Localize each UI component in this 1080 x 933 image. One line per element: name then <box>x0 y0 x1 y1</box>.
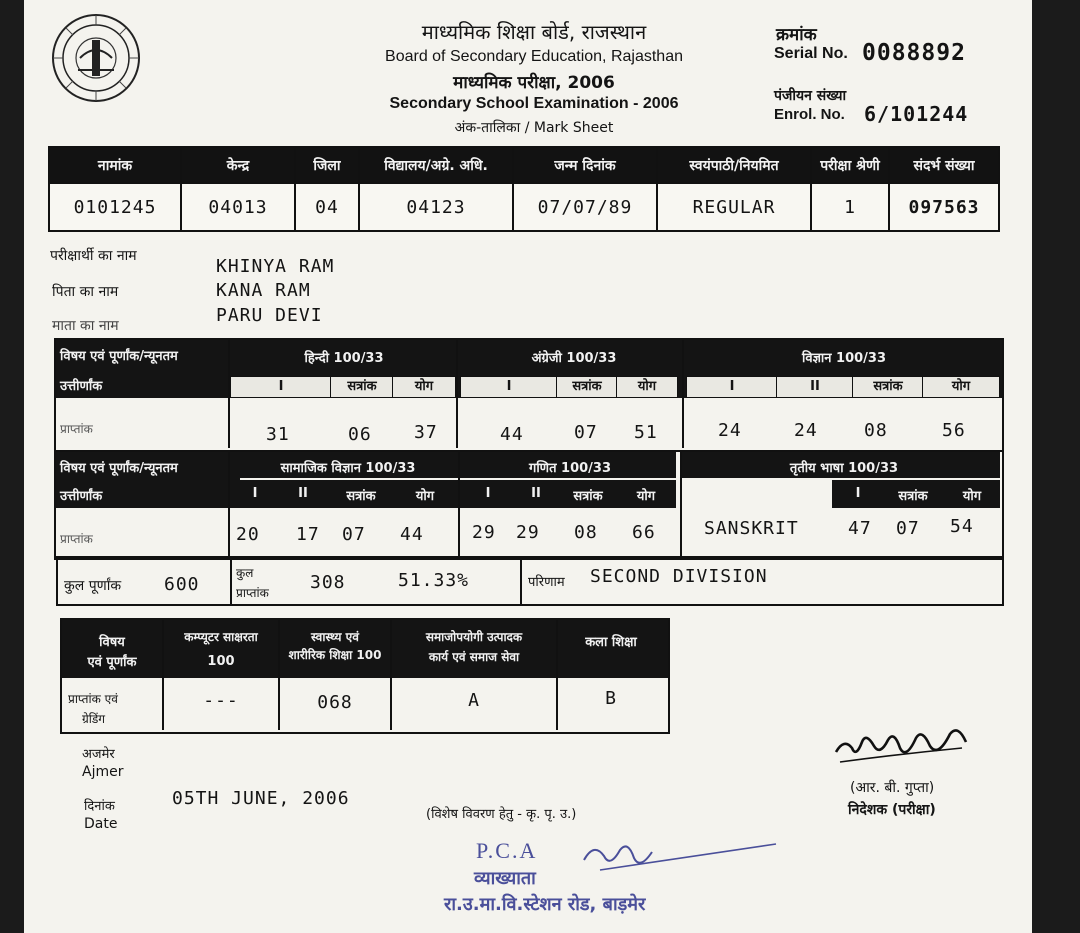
maths-sessional: 08 <box>574 522 598 543</box>
dob-value: 07/07/89 <box>513 183 657 231</box>
science-total: 56 <box>942 420 966 441</box>
science-mark-2: 24 <box>794 420 818 441</box>
sheet-title: अंक-तालिका / Mark Sheet <box>454 120 614 136</box>
marks1-obtained-label: प्राप्तांक <box>60 422 93 436</box>
science-mark-1: 24 <box>718 420 742 441</box>
grades-row-label-2: ग्रेडिंग <box>82 712 106 726</box>
third-col-3: योग <box>962 489 982 504</box>
mother-name: PARU DEVI <box>216 305 323 326</box>
social-col-3: सत्रांक <box>346 489 376 504</box>
third-total: 54 <box>950 516 974 537</box>
board-name-english: Board of Secondary Education, Rajasthan <box>385 48 683 65</box>
result-label: परिणाम <box>528 575 565 590</box>
total-obtained-label-2: प्राप्तांक <box>236 586 269 600</box>
enrol-label: Enrol. No. <box>774 106 845 123</box>
stamp-signature-icon <box>580 836 780 876</box>
maths-mark-2: 29 <box>516 522 540 543</box>
social-mark-2: 17 <box>296 524 320 545</box>
science-col-3: सत्रांक <box>873 379 903 394</box>
third-language-title: तृतीय भाषा 100/33 <box>789 461 899 476</box>
science-col-1: I <box>729 379 735 394</box>
header-roll-no: नामांक <box>49 147 181 183</box>
mother-name-label: माता का नाम <box>52 318 119 334</box>
header-district: जिला <box>295 147 359 183</box>
maths-col-1: I <box>485 486 491 501</box>
result-value: SECOND DIVISION <box>590 566 768 587</box>
art-grade: B <box>605 688 617 709</box>
reference-no-value: 097563 <box>889 183 999 231</box>
exam-name-hindi: माध्यमिक परीक्षा, 2006 <box>453 73 615 93</box>
sups-grade: A <box>468 690 480 711</box>
father-name-label: पिता का नाम <box>52 284 119 300</box>
english-total: 51 <box>634 422 658 443</box>
percentage-value: 51.33% <box>398 570 470 591</box>
third-col-2: सत्रांक <box>898 489 928 504</box>
stamp-designation: व्याख्याता <box>474 868 536 889</box>
exam-name-english: Secondary School Examination - 2006 <box>389 95 679 112</box>
date-label-hindi: दिनांक <box>84 799 115 814</box>
english-sessional: 07 <box>574 422 598 443</box>
header-reference-no: संदर्भ संख्या <box>889 147 999 183</box>
total-obtained-label-1: कुल <box>236 566 254 580</box>
social-mark-1: 20 <box>236 524 260 545</box>
hindi-title: हिन्दी 100/33 <box>304 351 384 366</box>
stamp-school: रा.उ.मा.वि.स्टेशन रोड, बाड़मेर <box>444 894 646 915</box>
centre-value: 04013 <box>181 183 295 231</box>
serial-number: 0088892 <box>862 40 966 66</box>
science-col-2: II <box>810 379 820 394</box>
grade-col-health-2: शारीरिक शिक्षा 100 <box>288 648 382 662</box>
hindi-col-3: योग <box>414 379 434 394</box>
candidate-info-table <box>48 146 1000 232</box>
marks1-subject-label: विषय एवं पूर्णांक/न्यूनतम <box>60 349 178 364</box>
serial-label-hindi: क्रमांक <box>776 25 817 45</box>
hindi-mark-1: 31 <box>266 424 290 445</box>
enrol-number: 6/101244 <box>864 102 969 126</box>
maths-col-4: योग <box>636 489 656 504</box>
father-name: KANA RAM <box>216 280 311 301</box>
english-col-2: सत्रांक <box>572 379 602 394</box>
hindi-sessional: 06 <box>348 424 372 445</box>
third-mark-1: 47 <box>848 518 872 539</box>
third-language-subject: SANSKRIT <box>704 518 799 539</box>
science-sessional: 08 <box>864 420 888 441</box>
maths-col-3: सत्रांक <box>573 489 603 504</box>
maths-col-2: II <box>531 486 541 501</box>
third-col-1: I <box>855 486 861 501</box>
grades-corner-2: एवं पूर्णांक <box>87 655 137 670</box>
note-text: (विशेष विवरण हेतु - कृ. पृ. उ.) <box>426 807 577 822</box>
grades-corner-1: विषय <box>99 635 125 650</box>
exam-category-value: 1 <box>811 183 889 231</box>
board-emblem-icon <box>50 12 142 104</box>
computer-grade: --- <box>203 690 239 711</box>
header-school: विद्यालय/अग्रे. अधि. <box>359 147 513 183</box>
social-col-1: I <box>252 486 258 501</box>
school-value: 04123 <box>359 183 513 231</box>
stamp-initials: P.C.A <box>476 838 538 863</box>
maths-total: 66 <box>632 522 656 543</box>
candidate-name: KHINYA RAM <box>216 256 335 277</box>
date-label: Date <box>84 816 118 832</box>
director-name: (आर. बी. गुप्ता) <box>850 780 935 796</box>
social-title: सामाजिक विज्ञान 100/33 <box>280 461 416 476</box>
director-title: निदेशक (परीक्षा) <box>848 802 936 818</box>
header-student-type: स्वयंपाठी/नियमित <box>657 147 811 183</box>
english-title: अंग्रेजी 100/33 <box>531 351 617 366</box>
science-col-4: योग <box>951 379 971 394</box>
hindi-col-2: सत्रांक <box>347 379 377 394</box>
third-sessional: 07 <box>896 518 920 539</box>
marks2-obtained-label: प्राप्तांक <box>60 532 93 546</box>
social-col-2: II <box>298 486 308 501</box>
marks2-subject-label: विषय एवं पूर्णांक/न्यूनतम <box>60 461 178 476</box>
max-marks-label: कुल पूर्णांक <box>64 578 122 594</box>
enrol-label-hindi: पंजीयन संख्या <box>774 88 847 104</box>
grades-row-label-1: प्राप्तांक एवं <box>68 692 118 706</box>
max-marks-value: 600 <box>164 574 200 595</box>
grade-col-sups-2: कार्य एवं समाज सेवा <box>428 650 520 664</box>
grade-col-sups-1: समाजोपयोगी उत्पादक <box>425 630 523 644</box>
director-signature-icon <box>830 718 972 774</box>
grade-col-health-1: स्वास्थ्य एवं <box>311 630 359 644</box>
student-type-value: REGULAR <box>657 183 811 231</box>
maths-title: गणित 100/33 <box>529 461 611 476</box>
health-grade: 068 <box>317 692 353 713</box>
marks2-pass-label: उत्तीर्णांक <box>60 489 103 504</box>
total-obtained-value: 308 <box>310 572 346 593</box>
social-sessional: 07 <box>342 524 366 545</box>
issue-date: 05TH JUNE, 2006 <box>172 788 350 809</box>
hindi-total: 37 <box>414 422 438 443</box>
hindi-col-1: I <box>278 379 284 394</box>
english-col-3: योग <box>637 379 657 394</box>
place-hindi: अजमेर <box>82 747 115 762</box>
grade-col-art: कला शिक्षा <box>585 635 637 650</box>
grade-col-computer-1: कम्प्यूटर साक्षरता <box>184 630 258 644</box>
english-col-1: I <box>506 379 512 394</box>
maths-mark-1: 29 <box>472 522 496 543</box>
mark-sheet <box>24 0 1032 933</box>
roll-no-value: 0101245 <box>49 183 181 231</box>
board-name-hindi: माध्यमिक शिक्षा बोर्ड, राजस्थान <box>421 20 647 44</box>
serial-label: Serial No. <box>774 45 848 62</box>
marks1-pass-label: उत्तीर्णांक <box>60 379 103 394</box>
candidate-name-label: परीक्षार्थी का नाम <box>50 248 137 264</box>
science-title: विज्ञान 100/33 <box>801 351 886 366</box>
header-centre: केन्द्र <box>181 147 295 183</box>
district-value: 04 <box>295 183 359 231</box>
social-total: 44 <box>400 524 424 545</box>
grade-col-computer-2: 100 <box>207 654 235 669</box>
place-english: Ajmer <box>82 764 124 780</box>
english-mark-1: 44 <box>500 424 524 445</box>
header-dob: जन्म दिनांक <box>513 147 657 183</box>
social-col-4: योग <box>415 489 435 504</box>
header-exam-category: परीक्षा श्रेणी <box>811 147 889 183</box>
